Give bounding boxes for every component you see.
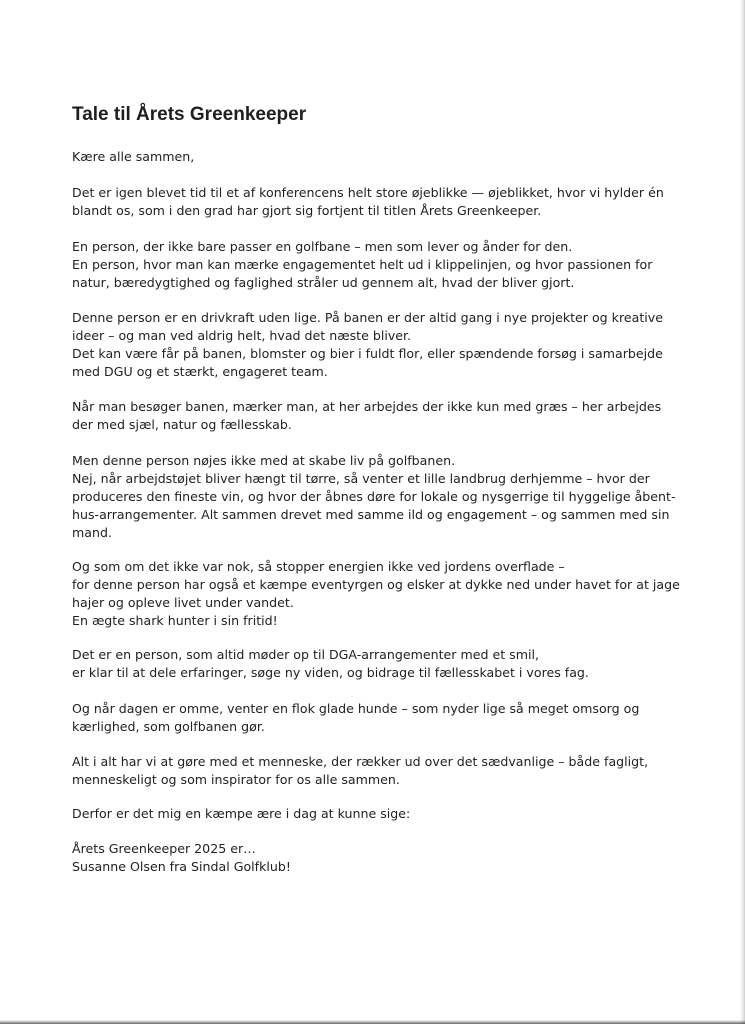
paragraph-summary [72, 753, 648, 789]
text-line: Kære alle sammen, [72, 149, 195, 164]
text-line: Nej, når arbejdstøjet bliver hængt til tørre, så venter et lille landbrug derhjemme – hvor der [72, 471, 650, 486]
paragraph-intro [72, 184, 664, 220]
text-line: Og som om det ikke var nok, så stopper energien ikke ved jordens overflade – [72, 559, 565, 574]
text-line: Men denne person nøjes ikke med at skabe liv på golfbanen. [72, 453, 456, 468]
text-line: kærlighed, som golfbanen gør. [72, 719, 265, 734]
text-line: Alt i alt har vi at gøre med et menneske, der rækker ud over det sædvanlige – både fagligt, [72, 754, 649, 769]
text-line: menneskeligt og som inspirator for os alle sammen. [72, 772, 400, 787]
paragraph-honor [72, 805, 410, 823]
text-line: Årets Greenkeeper 2025 er… [72, 841, 256, 856]
winner-line: Susanne Olsen fra Sindal Golfklub! [72, 859, 291, 874]
text-line: Det er igen blevet tid til et af konferencens helt store øjeblikke — øjeblikket, hvor vi hylder én [72, 185, 664, 200]
paragraph-announcement [72, 840, 291, 876]
document-title: Tale til Årets Greenkeeper [72, 104, 307, 125]
text-line: der med sjæl, natur og fællesskab. [72, 417, 292, 432]
text-line: natur, bæredygtighed og faglighed stråler ud gennem alt, hvad der bliver gjort. [72, 275, 575, 290]
text-line: hus-arrangementer. Alt sammen drevet med samme ild og engagement – og sammen med sin [72, 507, 670, 522]
text-line: En person, hvor man kan mærke engagementet helt ud i klippelinjen, og hvor passionen for [72, 257, 653, 272]
text-line: er klar til at dele erfaringer, søge ny viden, og bidrage til fællesskabet i vores fag. [72, 665, 589, 680]
text-line: En person, der ikke bare passer en golfbane – men som lever og ånder for den. [72, 239, 573, 254]
text-line: for denne person har også et kæmpe eventyrgen og elsker at dykke ned under havet for at jage [72, 577, 680, 592]
text-line: med DGU og et stærkt, engageret team. [72, 364, 328, 379]
paragraph-drive [72, 309, 663, 381]
scan-bottom-edge [0, 1020, 745, 1024]
paragraph-diving [72, 558, 680, 630]
text-line: produceres den fineste vin, og hvor der åbnes døre for lokale og nysgerrige til hyggelige åbent- [72, 489, 676, 504]
paragraph-greeting [72, 148, 194, 166]
text-line: Når man besøger banen, mærker man, at her arbejdes der ikke kun med græs – her arbejdes [72, 399, 662, 414]
text-line: Det er en person, som altid møder op til DGA-arrangementer med et smil, [72, 647, 539, 662]
text-line: En ægte shark hunter i sin fritid! [72, 613, 278, 628]
text-line: hajer og opleve livet under vandet. [72, 595, 294, 610]
text-line: mand. [72, 525, 112, 540]
text-line: Det kan være får på banen, blomster og bier i fuldt flor, eller spændende forsøg i samarbejde [72, 346, 663, 361]
text-line: Denne person er en drivkraft uden lige. På banen er der altid gang i nye projekter og kreative [72, 310, 663, 325]
text-line: blandt os, som i den grad har gjort sig fortjent til titlen Årets Greenkeeper. [72, 203, 542, 218]
text-line: ideer – og man ved aldrig helt, hvad det næste bliver. [72, 328, 412, 343]
paragraph-community [72, 646, 589, 682]
text-line: Derfor er det mig en kæmpe ære i dag at kunne sige: [72, 806, 411, 821]
text-line: Og når dagen er omme, venter en flok glade hunde – som nyder lige så meget omsorg og [72, 701, 640, 716]
page-edge-shadow [740, 0, 744, 1024]
paragraph-farm [72, 452, 676, 542]
paragraph-dogs [72, 700, 639, 736]
paragraph-visit [72, 398, 661, 434]
paragraph-passion [72, 238, 652, 292]
